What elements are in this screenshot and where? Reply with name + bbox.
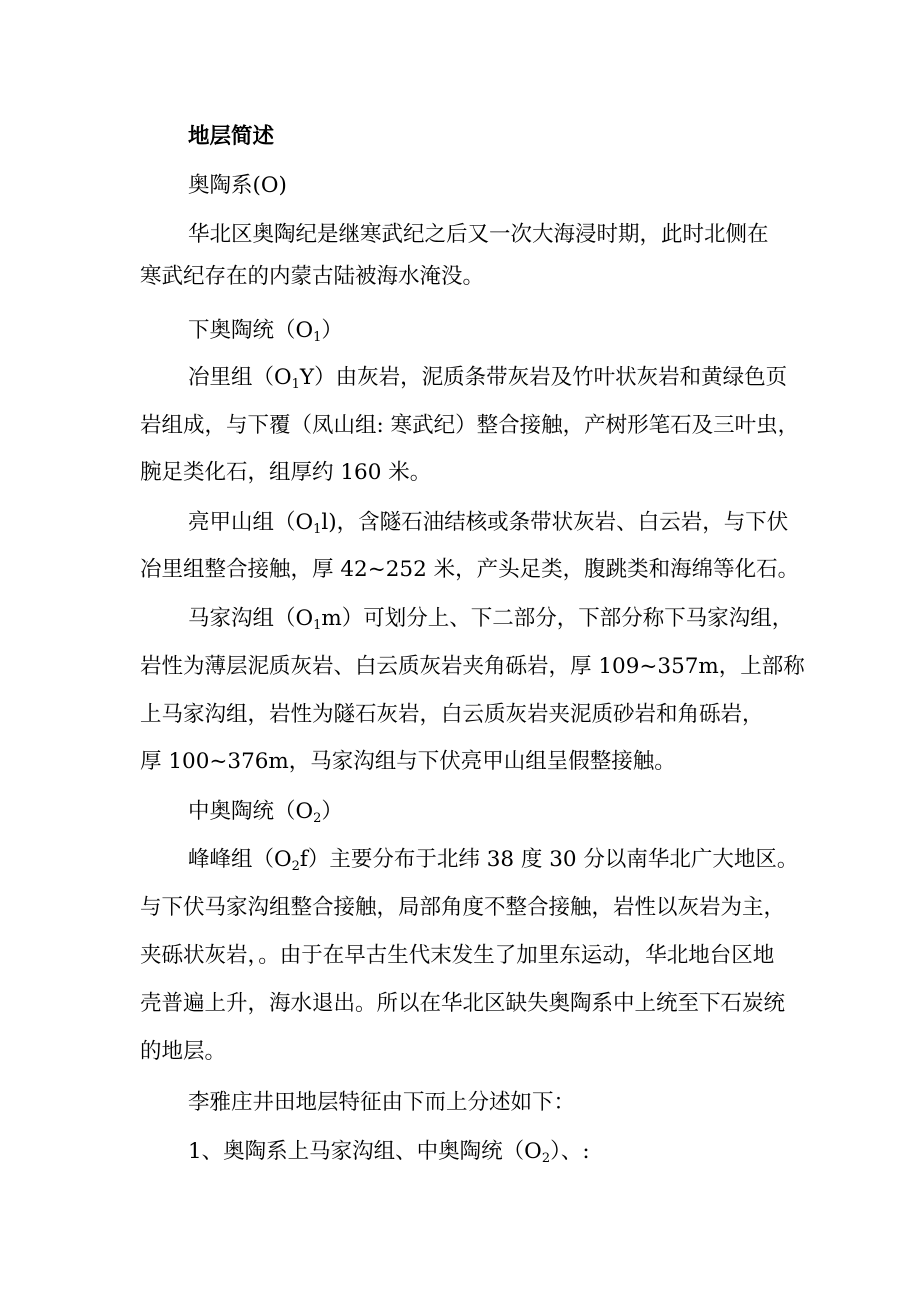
liyazhuang-intro: 李雅庄井田地层特征由下而上分述如下： bbox=[188, 1090, 576, 1115]
system-title: 奥陶系(O) bbox=[188, 173, 287, 198]
paragraph-line: 冶里组$(O_1Y)$由灰岩，泥质条带灰岩及竹叶状灰岩和黄绿色页 bbox=[188, 365, 788, 392]
paragraph-line: 岩性为薄层泥质灰岩、白云质灰岩夹角砾岩，厚 109~357m，上部称 bbox=[140, 654, 805, 679]
paragraph-line: 上马家沟组，岩性为隧石灰岩，白云质灰岩夹泥质砂岩和角砾岩， bbox=[140, 702, 764, 727]
middle-series-title: 中奥陶统$(O_2)$ bbox=[188, 799, 343, 826]
paragraph-line: 厚 100~376m，马家沟组与下伏亮甲山组呈假整接触。 bbox=[140, 749, 676, 774]
paragraph-line: 寒武纪存在的内蒙古陆被海水淹没。 bbox=[140, 264, 485, 289]
list-item-1: 1、奥陶系上马家沟组、中奥陶统$(O_2)$、: bbox=[188, 1139, 590, 1166]
paragraph-line: 夹砾状灰岩，。由于在早古生代末发生了加里东运动，华北地台区地 bbox=[140, 943, 775, 968]
paragraph-line: 峰峰组$(O_2f)$主要分布于北纬 38 度 30 分以南华北广大地区。 bbox=[188, 847, 799, 874]
paragraph-line: 腕足类化石，组厚约 160 米。 bbox=[140, 460, 432, 485]
paragraph-line: 华北区奥陶纪是继寒武纪之后又一次大海浸时期，此时北侧在 bbox=[188, 222, 769, 247]
paragraph-line: 亮甲山组$(O_1l)$，含隧石油结核或条带状灰岩、白云岩，与下伏 bbox=[188, 510, 789, 537]
paragraph-line: 的地层。 bbox=[140, 1039, 227, 1064]
paragraph-line: 与下伏马家沟组整合接触，局部角度不整合接触，岩性以灰岩为主， bbox=[140, 895, 786, 920]
paragraph-line: 冶里组整合接触，厚 42~252 米，产头足类，腹跳类和海绵等化石。 bbox=[140, 557, 800, 582]
paragraph-line: 壳普遍上升，海水退出。所以在华北区缺失奥陶系中上统至下石炭统 bbox=[140, 991, 786, 1016]
paragraph-line: 岩组成，与下覆（凤山组: 寒武纪）整合接触，产树形笔石及三叶虫， bbox=[140, 413, 800, 438]
section-heading: 地层简述 bbox=[188, 124, 275, 149]
paragraph-line: 马家沟组$(O_1m)$可划分上、下二部分，下部分称下马家沟组， bbox=[188, 606, 794, 633]
lower-series-title: 下奥陶统$(O_1)$ bbox=[188, 318, 343, 345]
